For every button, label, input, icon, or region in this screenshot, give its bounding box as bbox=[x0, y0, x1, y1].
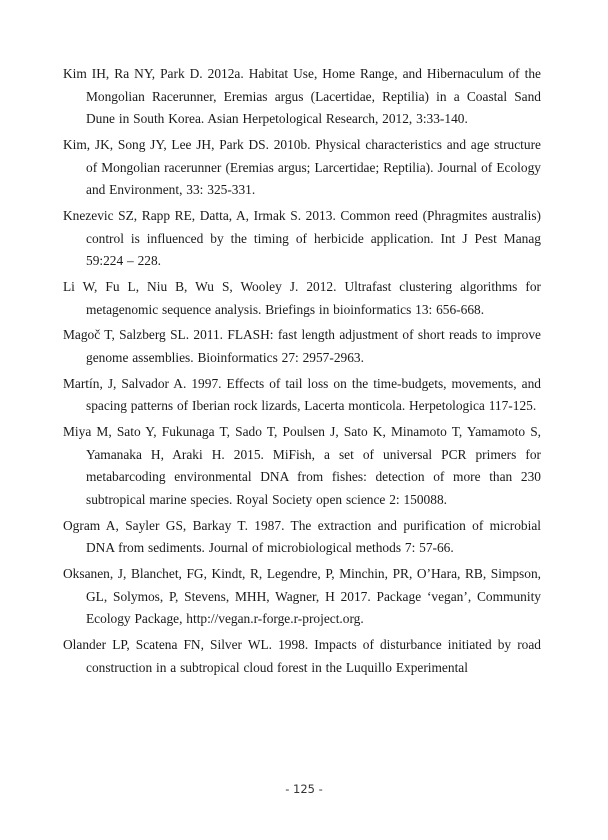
reference-entry: Knezevic SZ, Rapp RE, Datta, A, Irmak S. 2013. Common reed (Phragmites australis) control is influenced by the timing of herbicide application. Int J Pest Manag 59:224 – 228. bbox=[63, 207, 541, 269]
reference-entry: Li W, Fu L, Niu B, Wu S, Wooley J. 2012. Ultrafast clustering algorithms for metagenomic sequence analysis. Briefings in bioinformatics 13: 656-668. bbox=[63, 278, 541, 317]
page-number: - 125 - bbox=[285, 782, 323, 796]
reference-entry: Ogram A, Sayler GS, Barkay T. 1987. The extraction and purification of microbial DNA from sediments. Journal of microbiological methods 7: 57-66. bbox=[63, 517, 541, 556]
reference-list bbox=[63, 63, 541, 682]
reference-entry: Kim, JK, Song JY, Lee JH, Park DS. 2010b. Physical characteristics and age structure of Mongolian racerunner (Eremias argus; Larcertidae; Reptilia). Journal of Ecology and Environment, 33: 325-331. bbox=[63, 136, 541, 198]
reference-entry: Olander LP, Scatena FN, Silver WL. 1998. Impacts of disturbance initiated by road construction in a subtropical cloud forest in the Luquillo Experimental bbox=[63, 636, 541, 675]
reference-entry: Magoč T, Salzberg SL. 2011. FLASH: fast length adjustment of short reads to improve genome assemblies. Bioinformatics 27: 2957-2963. bbox=[63, 327, 541, 365]
reference-entry: Kim IH, Ra NY, Park D. 2012a. Habitat Use, Home Range, and Hibernaculum of the Mongolian Racerunner, Eremias argus (Lacertidae, Reptilia) in a Coastal Sand Dune in South Korea. Asian Herpetological Research, 2012, 3:33-140. bbox=[63, 66, 541, 127]
reference-entry: Miya M, Sato Y, Fukunaga T, Sado T, Poulsen J, Sato K, Minamoto T, Yamamoto S, Yamanaka H, Araki H. 2015. MiFish, a set of universal PCR primers for metabarcoding environmental DNA from fishes: detection of more than 230 subtropical marine species. Royal Society open science 2: 150088. bbox=[63, 424, 541, 507]
reference-entry: Oksanen, J, Blanchet, FG, Kindt, R, Legendre, P, Minchin, PR, O’Hara, RB, Simpson, GL, Solymos, P, Stevens, MHH, Wagner, H 2017. Package ‘vegan’, Community Ecology Package, http://vegan.r-forge.r-project.org. bbox=[63, 565, 541, 627]
reference-entry: Martín, J, Salvador A. 1997. Effects of tail loss on the time-budgets, movements, and spacing patterns of Iberian rock lizards, Lacerta monticola. Herpetologica 117-125. bbox=[63, 375, 541, 414]
